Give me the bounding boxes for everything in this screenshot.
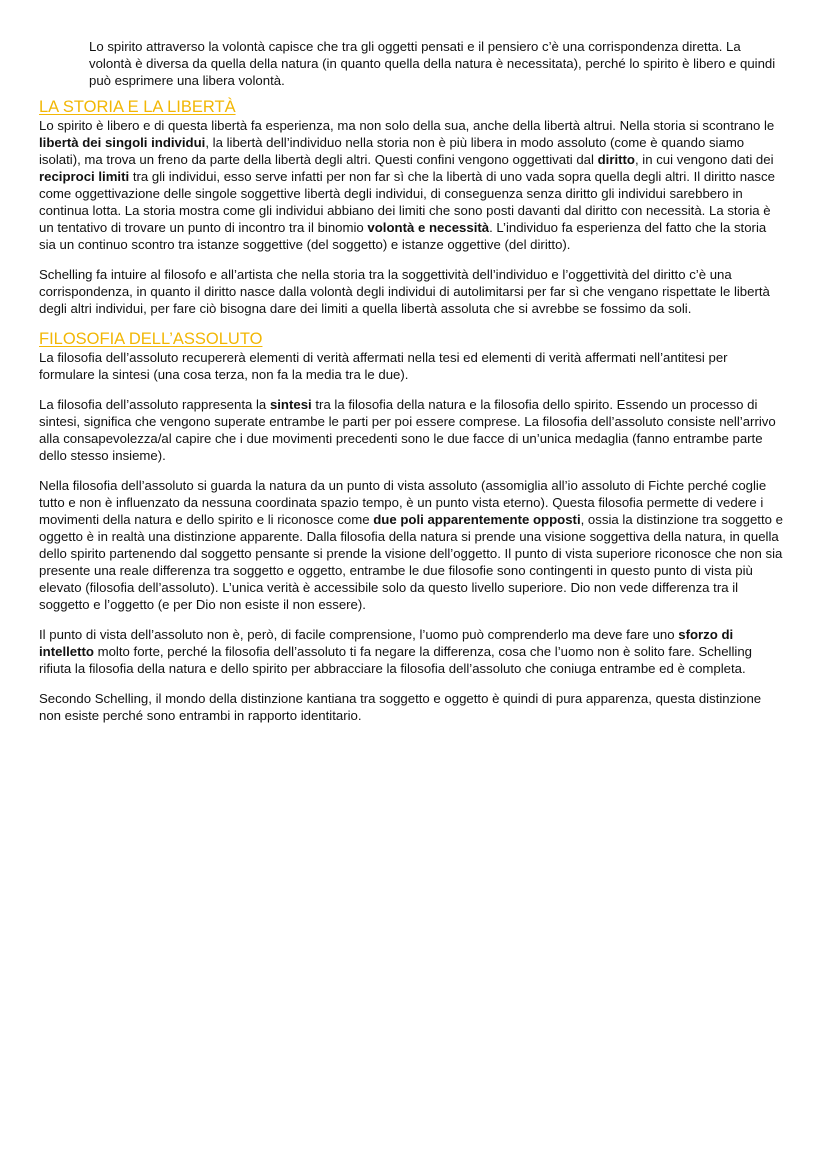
text-run: . L’individuo fa esperienza del fatto che la storia sia un continuo scontro tra istanze soggettive (del soggetto) e istanze oggettive (del diritto). [39,220,767,252]
bold-term: sforzo di intelletto [39,627,734,659]
text-run: Nella filosofia dell’assoluto si guarda la natura da un punto di vista assoluto (assomiglia all’io assoluto di Fichte perché coglie tutto e non è influenzato da nessuna coordinata spazio tempo, è un punto vista eterno). Questa filosofia permette di vedere i movimenti della natura e dello spirito e li riconosce come [39,478,767,527]
heading-storia-liberta: LA STORIA E LA LIBERTÀ [39,98,236,116]
storia-paragraph-2: Schelling fa intuire al filosofo e all’artista che nella storia tra la soggettività dell’individuo e l’oggettività del diritto c’è una corrispondenza, in quanto il diritto nasce dalla volontà degli individui di autolimitarsi per far sì che vengano rispettate le libertà degli altri individui, per fare ciò bisogna dare dei limiti a quella libertà assoluta che si avrebbe se fossimo da soli. [39,267,770,316]
bold-term: libertà dei singoli individui [39,135,206,150]
intro-paragraph: Lo spirito attraverso la volontà capisce che tra gli oggetti pensati e il pensiero c’è una corrispondenza diretta. La volontà è diversa da quella della natura (in quanto quella della natura è necessitata), perché lo spirito è libero e quindi può esprimere una libera volontà. [89,39,776,88]
bold-term: due poli apparentemente opposti [373,512,581,527]
assoluto-paragraph-3 [39,477,785,613]
assoluto-paragraph-4 [39,626,785,677]
text-run: Lo spirito è libero e di questa libertà fa esperienza, ma non solo della sua, anche della libertà altrui. Nella storia si scontrano le [39,118,775,133]
text-run: tra la filosofia della natura e la filosofia dello spirito. Essendo un processo di sintesi, significa che vengono superate entrambe le parti per poi essere comprese. La filosofia dell’assoluto consiste nell’arrivo alla consapevolezza/al capire che i due movimenti precedenti sono le due facce di un’unica medaglia (fanno entrambe parte dello stesso insieme). [39,397,776,463]
assoluto-paragraph-2 [39,396,785,464]
document-page [39,38,785,737]
text-run: tra gli individui, esso serve infatti per non far sì che la libertà di uno vada sopra quella degli altri. Il diritto nasce come oggettivazione delle singole soggettive libertà degli individui, di conseguenza senza diritto gli individui sarebbero in continua lotta. La storia mostra come gli individui abbiano dei limiti che sono posti davanti dal diritto con necessità. La storia è un tentativo di trovare un punto di incontro tra il binomio [39,169,775,235]
text-run: , ossia la distinzione tra soggetto e oggetto è in realtà una distinzione apparente. Dalla filosofia della natura si prende una visione soggettiva della natura, in quella dello spirito partenendo dal soggetto pensante si prende la visione dell’oggetto. Il punto di vista superiore riconosce che non sia presente una reale differenza tra soggetto e oggetto, entrambe le due filosofie sono contingenti in questo punto di vista più elevato (filosofia dell’assoluto). L’unica verità è accessibile solo da questo livello superiore. Dio non vede differenza tra il soggetto e l’oggetto (e per Dio non esiste il non essere). [39,512,783,612]
heading-filosofia-assoluto: FILOSOFIA DELL’ASSOLUTO [39,330,263,348]
text-run: La filosofia dell’assoluto rappresenta la [39,397,270,412]
text-run: , la libertà dell’individuo nella storia non è più libera in modo assoluto (come è quando siamo isolati), ma trova un freno da parte della libertà degli altri. Questi confini vengono oggettivati dal [39,135,745,167]
bold-term: volontà e necessità [367,220,490,235]
text-run: molto forte, perché la filosofia dell’assoluto ti fa negare la differenza, cosa che l’uomo non è solito fare. Schelling rifiuta la filosofia della natura e dello spirito per abbracciare la filosofia dell’assoluto che coniuga entrambe ed è completa. [39,644,752,676]
assoluto-paragraph-5: Secondo Schelling, il mondo della distinzione kantiana tra soggetto e oggetto è quindi di pura apparenza, questa distinzione non esiste perché sono entrambi in rapporto identitario. [39,691,762,723]
bold-term: sintesi [269,397,312,412]
text-run: Il punto di vista dell’assoluto non è, però, di facile comprensione, l’uomo può comprenderlo ma deve fare uno [39,627,679,642]
text-run: , in cui vengono dati dei [634,152,774,167]
storia-paragraph-1 [39,117,785,253]
bold-term: reciproci limiti [39,169,130,184]
bold-term: diritto [597,152,635,167]
assoluto-paragraph-1: La filosofia dell’assoluto recupererà elementi di verità affermati nella tesi ed elementi di verità affermati nell’antitesi per formulare la sintesi (una cosa terza, non fa la media tra le due). [39,350,728,382]
